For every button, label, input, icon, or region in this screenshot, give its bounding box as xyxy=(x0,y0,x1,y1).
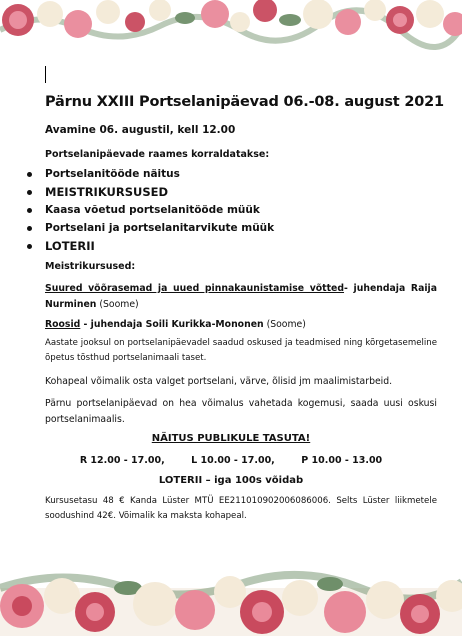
course-2-title: Roosid xyxy=(45,319,81,330)
document-title: Pärnu XXIII Portselanipäevad 06.-08. august 2021 xyxy=(45,94,444,110)
floral-border-top xyxy=(0,0,462,52)
program-list xyxy=(27,165,274,255)
list-item: Portselani ja portselanitarvikute müük xyxy=(27,219,274,237)
description-paragraph: Aastate jooksul on portselanipäevadel saadud oskused ja teadmised ning kõrgetasemeline õpetus tõsthud portselanimaali taset. xyxy=(45,338,437,363)
masterclasses-heading: Meistrikursused: xyxy=(45,261,136,272)
floral-border-bottom xyxy=(0,548,462,636)
opening-time: Avamine 06. augustil, kell 12.00 xyxy=(45,124,236,136)
course-fee-paragraph: Kursusetasu 48 € Kanda Lüster MTÜ EE211010902006086006. Selts Lüster liikmetele soodushind 42€. Võimalik ka maksta kohapeal. xyxy=(45,496,437,521)
bullet-icon xyxy=(27,226,32,231)
course-2 xyxy=(45,317,437,333)
list-item: Portselanitööde näitus xyxy=(27,165,274,183)
list-item: Kaasa võetud portselanitööde müük xyxy=(27,201,274,219)
course-1-instructor: - juhendaja Raija Nurminen xyxy=(45,283,437,310)
course-1-country: (Soome) xyxy=(96,299,139,310)
text-cursor xyxy=(45,66,46,83)
rose-garland-bottom-image xyxy=(0,548,462,636)
bullet-icon xyxy=(27,190,32,195)
course-1-title: Suured võõrasemad ja uued pinnakaunistamise võtted xyxy=(45,283,345,294)
course-2-country: (Soome) xyxy=(263,319,306,330)
exhibit-notice: NÄITUS PUBLIKULE TASUTA! xyxy=(151,433,311,444)
list-item: LOTERII xyxy=(27,237,274,255)
rose-garland-top-image xyxy=(0,0,462,52)
course-2-instructor: - juhendaja Soili Kurikka-Mononen xyxy=(80,319,264,330)
exchange-paragraph: Pärnu portselanipäevad on hea võimalus vahetada kogemusi, saada uusi oskusi portselanimaalis. xyxy=(45,398,437,425)
supplies-paragraph: Kohapeal võimalik osta valget portselani, värve, õlisid jm maalimistarbeid. xyxy=(45,376,393,387)
list-item: MEISTRIKURSUSED xyxy=(27,183,274,201)
bullet-icon xyxy=(27,208,32,213)
bullet-icon xyxy=(27,172,32,177)
lottery-notice: LOTERII – iga 100s võidab xyxy=(158,475,304,486)
bullet-icon xyxy=(27,244,32,249)
course-1 xyxy=(45,281,437,313)
opening-hours: R 12.00 - 17.00, L 10.00 - 17.00, P 10.00 - 13.00 xyxy=(79,455,383,466)
intro-text: Portselanipäevade raames korraldatakse: xyxy=(45,149,270,160)
